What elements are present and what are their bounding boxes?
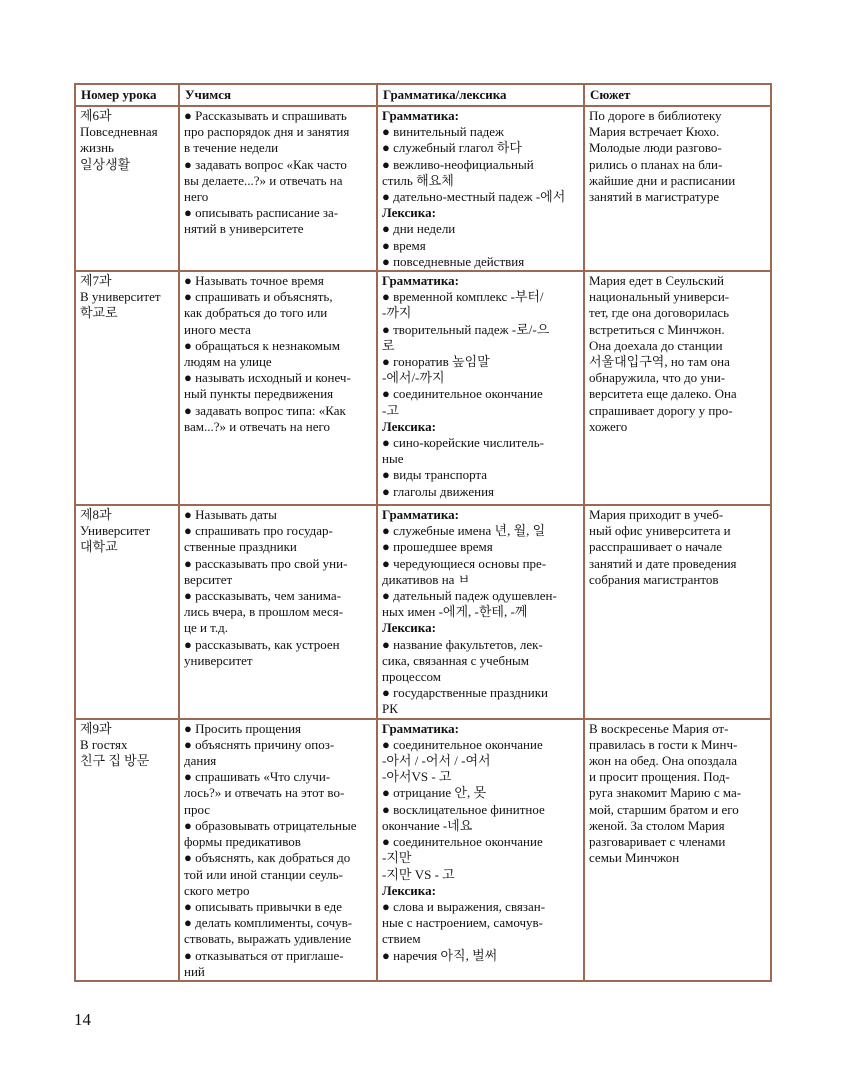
grammar-line: ● государственные праздники [382, 685, 548, 701]
learning-cell [179, 106, 377, 271]
learning-line: той или иной станции сеуль- [184, 866, 343, 882]
grammar-line: окончание -네요 [382, 817, 473, 833]
lesson-number: 제9과 [80, 720, 112, 736]
plot-cell [584, 106, 771, 271]
learning-line: прос [184, 801, 211, 817]
plot-line: 서울대입구역, но там она [589, 354, 730, 370]
plot-line: Мария приходит в учеб- [589, 507, 724, 523]
learning-line: ● Называть даты [184, 507, 277, 523]
learning-line: ● рассказывать про свой уни- [184, 555, 348, 571]
learning-line: ● объяснять причину опоз- [184, 736, 335, 752]
grammar-line: -까지 [382, 305, 412, 321]
lesson-number: 제6과 [80, 108, 112, 123]
grammar-line: ● наречия 아직, 벌써 [382, 947, 498, 963]
lesson-number: 제8과 [80, 507, 112, 523]
lesson-title-korean: 친구 집 방문 [80, 753, 150, 769]
plot-line: встретиться с Минчжон. [589, 321, 725, 337]
plot-line: жайшие дни и расписании [589, 172, 736, 188]
plot-line: рились о планах на бли- [589, 156, 723, 172]
learning-line: как добраться до того или [184, 305, 328, 321]
grammar-line: ● название факультетов, лек- [382, 636, 543, 652]
table-row [75, 719, 771, 981]
grammar-line: сика, связанная с учебным [382, 652, 530, 668]
lesson-cell [75, 106, 179, 271]
lesson-title: Повседневная [80, 124, 158, 140]
grammar-line: ● гоноратив 높임말 [382, 354, 490, 370]
lesson-cell [75, 271, 179, 505]
learning-line: лось?» и отвечать на этот во- [184, 785, 345, 801]
learning-line: ● рассказывать, чем занима- [184, 588, 342, 604]
grammar-line: ● время [382, 237, 426, 253]
learning-line: ● спрашивать и объяснять, [184, 289, 333, 305]
learning-line: вы делаете...?» и отвечать на [184, 172, 343, 188]
grammar-line: дикативов на ㅂ [382, 571, 471, 587]
grammar-line: -아서VS - 고 [382, 769, 452, 785]
learning-cell [179, 719, 377, 981]
grammar-line: ● соединительное окончание [382, 834, 543, 850]
grammar-line: 로 [382, 337, 395, 353]
learning-line: ● задавать вопрос типа: «Как [184, 402, 346, 418]
grammar-line: ● чередующиеся основы пре- [382, 555, 547, 571]
plot-line: занятий и дате проведения [589, 555, 737, 571]
plot-line: ный офис университета и [589, 523, 731, 539]
learning-line: ● Рассказывать и спрашивать [184, 108, 347, 123]
table-body [75, 106, 771, 981]
plot-line: занятий в магистратуре [589, 189, 720, 205]
grammar-line: ● соединительное окончание [382, 736, 543, 752]
grammar-line: ● глаголы движения [382, 483, 495, 499]
plot-line: собрания магистрантов [589, 571, 719, 587]
lesson-title: жизнь [80, 140, 114, 156]
grammar-cell [377, 271, 584, 505]
learning-cell [179, 271, 377, 505]
lesson-cell [75, 719, 179, 981]
learning-line: ● отказываться от приглаше- [184, 947, 344, 963]
grammar-line: -아서 / -어서 / -여서 [382, 753, 491, 769]
learning-line: формы предикативов [184, 834, 301, 850]
learning-line: ствовать, выражать удивление [184, 931, 352, 947]
learning-line: ● описывать расписание за- [184, 205, 339, 221]
learning-line: ● рассказывать, как устроен [184, 636, 340, 652]
lesson-title-korean: 대학교 [80, 539, 118, 555]
learning-line: ● называть исходный и конеч- [184, 370, 351, 386]
grammar-cell [377, 106, 584, 271]
grammar-line: ● прошедшее время [382, 539, 493, 555]
plot-line: По дороге в библиотеку [589, 108, 722, 123]
plot-line: руга знакомит Марию с ма- [589, 785, 742, 801]
grammar-line: ● винительный падеж [382, 124, 504, 140]
learning-line: ● объяснять, как добраться до [184, 850, 351, 866]
learning-line: ● Называть точное время [184, 273, 324, 289]
learning-line: ● обращаться к незнакомым [184, 337, 340, 353]
grammar-line: РК [382, 701, 398, 717]
section-heading: Лексика: [382, 418, 436, 434]
grammar-line: ● временной комплекс -부터/ [382, 289, 544, 305]
table-row [75, 271, 771, 505]
grammar-line: -지만 VS - 고 [382, 866, 455, 882]
grammar-line: ● восклицательное финитное [382, 801, 545, 817]
table-row [75, 505, 771, 719]
plot-line: Мария едет в Сеульский [589, 273, 724, 289]
lesson-title: Университет [80, 523, 151, 539]
page-number: 14 [74, 1010, 91, 1029]
plot-line: жон на обед. Она опоздала [589, 753, 737, 769]
grammar-line: ● дательный падеж одушевлен- [382, 588, 557, 604]
learning-line: ● задавать вопрос «Как часто [184, 156, 347, 172]
grammar-line: ● отрицание 안, 못 [382, 785, 487, 801]
learning-line: ● описывать привычки в еде [184, 898, 342, 914]
header-lesson-number: Номер урока [75, 84, 179, 106]
header-grammar-vocab: Грамматика/лексика [377, 84, 584, 106]
learning-line: лись вчера, в прошлом меся- [184, 604, 344, 620]
header-plot: Сюжет [584, 84, 771, 106]
plot-line: спрашивает дорогу у про- [589, 402, 733, 418]
section-heading: Лексика: [382, 882, 436, 898]
grammar-line: ● повседневные действия [382, 253, 525, 269]
plot-line: расспрашивает о начале [589, 539, 723, 555]
lesson-title-korean: 일상생활 [80, 156, 131, 172]
lesson-cell [75, 505, 179, 719]
grammar-cell [377, 719, 584, 981]
section-heading: Грамматика: [382, 720, 459, 736]
grammar-line: ● служебный глагол 하다 [382, 140, 522, 156]
plot-line: национальный универси- [589, 289, 730, 305]
header-learning: Учимся [179, 84, 377, 106]
lesson-number: 제7과 [80, 273, 112, 289]
plot-line: женой. За столом Мария [589, 817, 725, 833]
plot-line: В воскресенье Мария от- [589, 720, 729, 736]
learning-line: ● делать комплименты, сочув- [184, 915, 353, 931]
lesson-title: В гостях [80, 736, 128, 752]
plot-line: Мария встречает Кюхо. [589, 124, 720, 140]
grammar-line: ствием [382, 931, 421, 947]
grammar-line: -에서/-까지 [382, 370, 445, 386]
learning-line: в течение недели [184, 140, 279, 156]
learning-line: ● спрашивать «Что случи- [184, 769, 331, 785]
plot-line: хожего [589, 418, 628, 434]
section-heading: Лексика: [382, 620, 436, 636]
grammar-line: ных имен -에게, -한테, -께 [382, 604, 528, 620]
grammar-line: -지만 [382, 850, 412, 866]
learning-line: иного места [184, 321, 251, 337]
table-header [75, 84, 771, 106]
learning-line: ● Просить прощения [184, 720, 302, 736]
lesson-title-korean: 학교로 [80, 305, 118, 321]
grammar-line: -고 [382, 402, 399, 418]
grammar-line: ● соединительное окончание [382, 386, 543, 402]
grammar-line: ● сино-корейские числитель- [382, 435, 544, 451]
learning-line: университет [184, 652, 253, 668]
learning-line: ● образовывать отрицательные [184, 817, 357, 833]
grammar-cell [377, 505, 584, 719]
grammar-line: ● виды транспорта [382, 467, 488, 483]
header-row [75, 84, 771, 106]
plot-line: тет, где она договорилась [589, 305, 730, 321]
grammar-line: ● служебные имена 년, 월, 일 [382, 523, 546, 539]
grammar-line: процессом [382, 669, 442, 685]
lesson-title: В университет [80, 289, 161, 305]
learning-line: ского метро [184, 882, 250, 898]
learning-line: него [184, 189, 209, 205]
learning-line: ный пункты передвижения [184, 386, 334, 402]
plot-line: Она доехала до станции [589, 337, 723, 353]
plot-line: мой, старшим братом и его [589, 801, 739, 817]
plot-cell [584, 271, 771, 505]
plot-line: разговаривает с членами [589, 834, 726, 850]
plot-line: семьи Минчжон [589, 850, 680, 866]
learning-line: вам...?» и отвечать на него [184, 418, 331, 434]
plot-line: обнаружила, что до уни- [589, 370, 726, 386]
section-heading: Лексика: [382, 205, 436, 221]
lesson-plan-table [74, 83, 772, 982]
learning-line: ний [184, 963, 205, 979]
section-heading: Грамматика: [382, 273, 459, 289]
learning-line: про распорядок дня и занятия [184, 124, 350, 140]
section-heading: Грамматика: [382, 507, 459, 523]
learning-line: ственные праздники [184, 539, 297, 555]
grammar-line: ● творительный падеж -로/-으 [382, 321, 550, 337]
learning-line: це и т.д. [184, 620, 229, 636]
section-heading: Грамматика: [382, 108, 459, 123]
plot-cell [584, 719, 771, 981]
learning-line: нятий в университете [184, 221, 304, 237]
grammar-line: ● дни недели [382, 221, 456, 237]
grammar-line: стиль 해요체 [382, 172, 454, 188]
plot-line: правилась в гости к Минч- [589, 736, 738, 752]
plot-cell [584, 505, 771, 719]
learning-cell [179, 505, 377, 719]
grammar-line: ● вежливо-неофициальный [382, 156, 534, 172]
grammar-line: ные [382, 451, 404, 467]
learning-line: дания [184, 753, 217, 769]
grammar-line: ● слова и выражения, связан- [382, 898, 546, 914]
plot-line: Молодые люди разгово- [589, 140, 722, 156]
plot-line: верситета еще далеко. Она [589, 386, 737, 402]
grammar-line: ные с настроением, самочув- [382, 915, 544, 931]
grammar-line: ● дательно-местный падеж -에서 [382, 189, 566, 205]
learning-line: ● спрашивать про государ- [184, 523, 333, 539]
learning-line: людям на улице [184, 354, 272, 370]
table-row [75, 106, 771, 271]
learning-line: верситет [184, 571, 233, 587]
plot-line: и просит прощения. Под- [589, 769, 730, 785]
